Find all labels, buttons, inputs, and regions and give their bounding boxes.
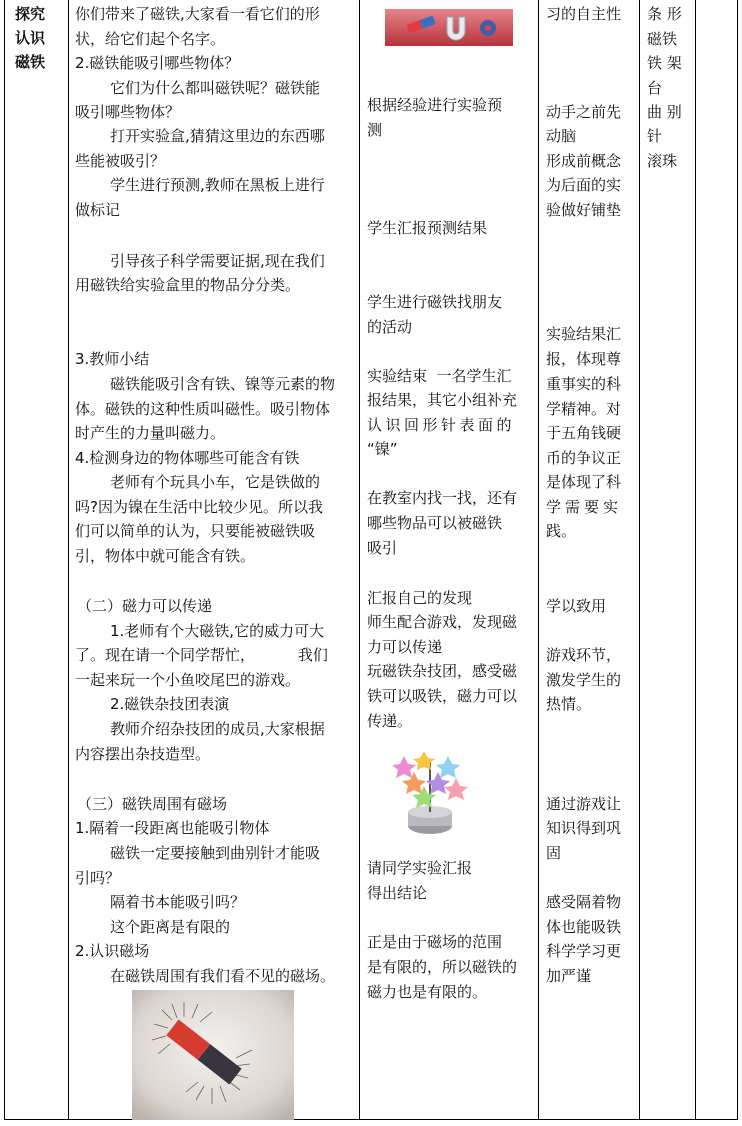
text-line: 这个距离是有限的 [110,918,231,936]
text-line: 1.隔着一段距离也能吸引物体 [75,819,270,837]
column-divider [639,0,640,1119]
text-line: 们可以简单的认为，只要能被磁铁吸 [75,522,316,540]
text-line: 了。现在请一个同学帮忙， 我们 [75,646,328,664]
text-line: 1.老师有个大磁铁,它的威力可大 [110,622,325,640]
magnet-acrobat-photo [386,750,474,840]
material-line: 曲 别 [647,103,682,121]
text-line: 磁铁一定要接触到曲别针才能吸 [110,844,321,862]
text-line: 请同学实验汇报 [367,859,473,877]
column-divider [359,0,360,1119]
text-line: 吗?因为镍在生活中比较少见。所以我 [75,498,323,516]
text-line: 动手之前先 [546,103,622,121]
text-line: 老师有个玩具小车，它是铁做的 [110,473,321,491]
text-line: 学生进行预测,教师在黑板上进行 [110,176,325,194]
text-line: 状，给它们起个名字。 [75,30,226,48]
text-line: 吸引哪些物体？ [75,103,181,121]
material-line: 磁铁 [647,30,678,48]
table-border-bottom [4,1119,738,1120]
column-divider [538,0,539,1119]
text-line: 固 [546,844,562,862]
text-line: 学生汇报预测结果 [367,219,488,237]
text-line: 测 [367,121,383,139]
text-line: 时产生的力量叫磁力。 [75,424,226,442]
text-line: 认识回形针表面的 [367,416,516,434]
heading-line: 认识 [15,29,46,47]
text-line: 实验结果汇 [546,325,622,343]
text-line: 践。 [546,522,577,540]
text-line: 力可以传递 [367,638,443,656]
material-line: 条 形 [647,5,682,23]
text-line: 玩磁铁杂技团，感受磁 [367,662,518,680]
text-line: 验做好铺垫 [546,201,622,219]
text-line: 内容摆出杂技造型。 [75,745,211,763]
text-line: 引导孩子科学需要证据,现在我们 [110,252,325,270]
text-line: 2.认识磁场 [75,942,150,960]
text-line: （三）磁铁周围有磁场 [77,795,228,813]
text-line: 引，物体中就可能含有铁。 [75,547,256,565]
text-line: 学生进行磁铁找朋友 [367,293,503,311]
text-line: “镍” [367,440,398,458]
text-line: 2.磁铁杂技团表演 [110,695,230,713]
magnetic-field-photo [132,990,294,1120]
text-line: 币的争议正 [546,449,622,467]
text-line: 激发学生的 [546,671,622,689]
text-line: 通过游戏让 [546,795,622,813]
text-line: 哪些物品可以被磁铁 [367,514,503,532]
text-line: 汇报自己的发现 [367,589,473,607]
material-line: 针 [647,127,663,145]
text-line: 是有限的，所以磁铁的 [367,958,518,976]
text-line: 教师介绍杂技团的成员,大家根据 [110,720,325,738]
text-line: 动脑 [546,127,577,145]
text-line: （二）磁力可以传递 [77,597,213,615]
text-line: 得出结论 [367,884,428,902]
table-border-right [737,0,738,1119]
text-line: 根据经验进行实验预 [367,96,503,114]
text-line: 为后面的实 [546,176,622,194]
heading-line: 磁铁 [15,53,46,71]
material-line: 滚珠 [647,152,678,170]
text-line: 报，体现尊 [546,350,622,368]
section-heading [15,2,61,74]
text-line: 隔着书本能吸引吗？ [110,893,246,911]
heading-line: 探究 [15,5,46,23]
text-line: 用磁铁给实验盒里的物品分分类。 [75,276,301,294]
text-line: 做标记 [75,201,121,219]
text-line: 在教室内找一找，还有 [367,489,518,507]
text-line: 是体现了科 [546,473,622,491]
text-line: 在磁铁周围有我们看不见的磁场。 [110,967,336,985]
text-line: 你们带来了磁铁,大家看一看它们的形 [75,5,320,23]
text-line: 体。磁铁的这种性质叫磁性。吸引物体 [75,400,331,418]
text-line: 学精神。对 [546,400,622,418]
text-line: 的活动 [367,318,413,336]
text-line: 一起来玩一个小鱼咬尾巴的游戏。 [75,671,301,689]
column-divider [695,0,696,1119]
text-line: 它们为什么都叫磁铁呢？磁铁能 [110,79,321,97]
material-line: 台 [647,79,663,97]
text-line: 习的自主性 [546,5,622,23]
text-line: 打开实验盒,猜猜这里边的东西哪 [110,127,325,145]
text-line: 学以致用 [546,597,607,615]
text-line: 铁可以吸铁，磁力可以 [367,687,518,705]
text-line: 于五角钱硬 [546,424,622,442]
text-line: 知识得到巩 [546,819,622,837]
text-line: 3.教师小结 [75,350,150,368]
text-line: 实验结束 一名学生汇 [367,367,512,385]
text-line: 吸引 [367,539,398,557]
text-line: 感受隔着物 [546,893,622,911]
material-line: 铁 架 [647,54,682,72]
magnets-photo [385,9,513,46]
text-line: 游戏环节， [546,646,622,664]
text-line: 引吗？ [75,869,121,887]
text-line: 正是由于磁场的范围 [367,933,503,951]
text-line: 加严谨 [546,967,592,985]
text-line: 报结果，其它小组补充 [367,391,518,409]
ring-magnet-hole [485,25,491,31]
text-line: 传递。 [367,712,413,730]
text-line: 磁力也是有限的。 [367,983,488,1001]
text-line: 形成前概念 [546,152,622,170]
text-line: 体也能吸铁 [546,918,622,936]
text-line: 科学学习更 [546,942,622,960]
text-line: 重事实的科 [546,375,622,393]
text-line: 磁铁能吸引含有铁、镍等元素的物 [110,375,336,393]
text-line: 2.磁铁能吸引哪些物体？ [75,54,240,72]
text-line: 学需要实 [546,498,623,516]
text-line: 些能被吸引？ [75,152,166,170]
column-divider [68,0,69,1119]
text-line: 热情。 [546,695,592,713]
table-border-left [4,0,5,1119]
text-line: 4.检测身边的物体哪些可能含有铁 [75,449,300,467]
text-line: 师生配合游戏，发现磁 [367,613,518,631]
